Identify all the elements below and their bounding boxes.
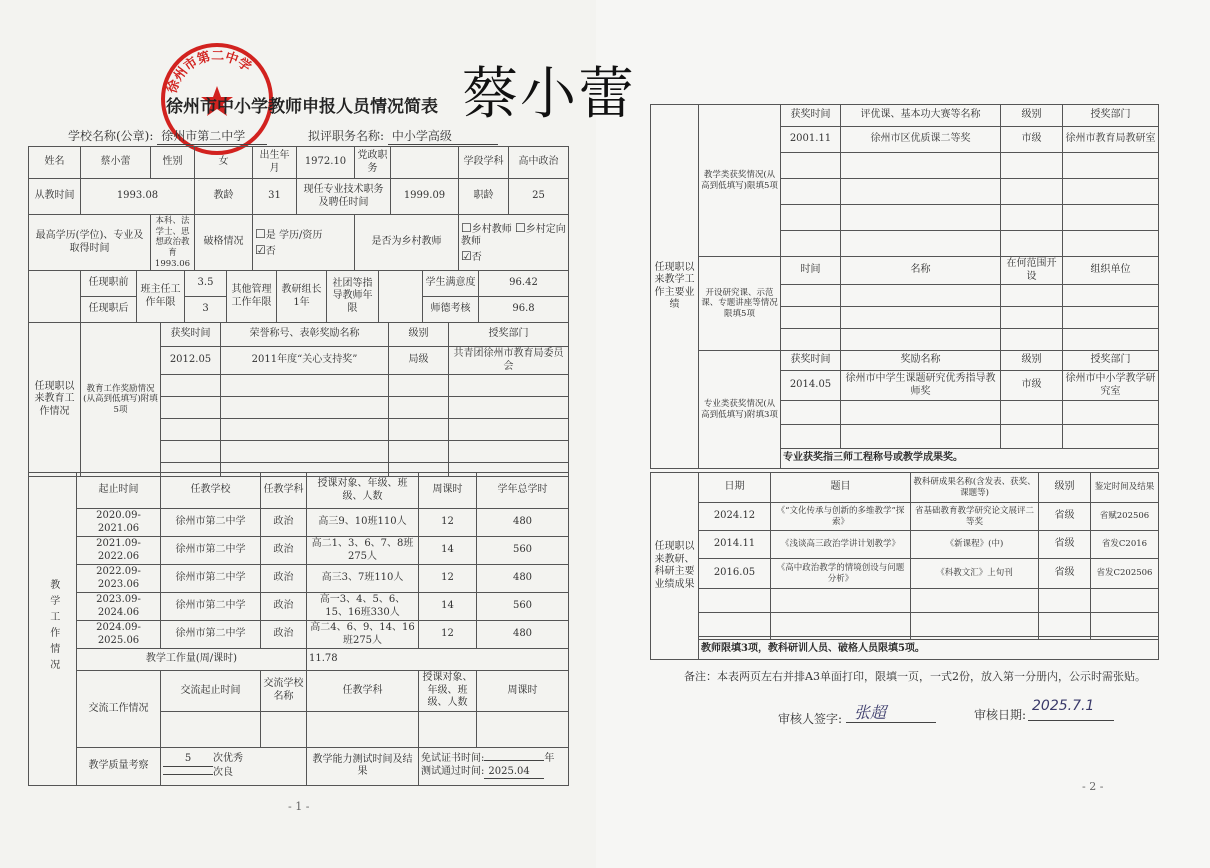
award-sub-label: 教学类获奖情况(从高到低填写)限填5项 xyxy=(699,105,781,257)
rural-options xyxy=(459,215,569,271)
school: 徐州市第二中学 xyxy=(161,621,261,649)
school-field xyxy=(68,127,267,145)
table-row xyxy=(651,559,1159,589)
sex-label: 性别 xyxy=(151,147,195,179)
quality-label: 教学质量考察 xyxy=(77,747,161,785)
exchange-label: 交流工作情况 xyxy=(77,671,161,748)
award-name-header: 评优课、基本功大赛等名称 xyxy=(841,105,1001,127)
name-label: 姓名 xyxy=(29,147,81,179)
ability-test-label: 教学能力测试时间及结果 xyxy=(307,747,419,785)
table-row xyxy=(651,589,1159,613)
workload-label: 教学工作量(周/课时) xyxy=(77,649,307,671)
after-label: 任现职后 xyxy=(81,297,137,323)
research-note: 教师限填3项，教科研训人员、破格人员限填5项。 xyxy=(699,640,1159,660)
weekly: 12 xyxy=(419,509,477,537)
exception-note: 学历/资历 xyxy=(278,230,323,242)
honor-name: 2011年度“关心支持奖” xyxy=(221,347,389,375)
quality-excellent: 次优秀 xyxy=(213,753,243,764)
honor-level-header: 级别 xyxy=(389,323,449,347)
total: 560 xyxy=(477,593,569,621)
honor-time: 2012.05 xyxy=(161,347,221,375)
school: 徐州市第二中学 xyxy=(161,565,261,593)
school-label: 学校名称(公章): xyxy=(68,129,154,143)
tenure-value: 25 xyxy=(509,179,569,215)
exchange-period-header: 交流起止时间 xyxy=(161,671,261,712)
weekly: 14 xyxy=(419,593,477,621)
teaching-achievement-table xyxy=(650,104,1159,469)
total: 480 xyxy=(477,509,569,537)
exam-result xyxy=(419,747,569,785)
research-time: 省发C2016 xyxy=(1091,531,1159,559)
research-name: 省基础教育教学研究论文展评二等奖 xyxy=(911,503,1039,531)
open-class-sub-label: 开设研究课、示范课、专题讲座等情况限填5项 xyxy=(699,257,781,351)
open-name-header: 名称 xyxy=(841,257,1001,285)
checkbox-empty-icon: ☐ xyxy=(255,227,266,242)
subject: 政治 xyxy=(261,537,307,565)
research-topic-header: 题目 xyxy=(771,473,911,503)
total: 560 xyxy=(477,537,569,565)
pro-name: 徐州市中学生课题研究优秀指导教师奖 xyxy=(841,371,1001,401)
reviewer-field xyxy=(778,710,842,727)
target: 高三3、7班110人 xyxy=(307,565,419,593)
honor-dept: 共青团徐州市教育局委员会 xyxy=(449,347,569,375)
pass-value: 2025.04 xyxy=(484,766,544,780)
ethics-value: 96.8 xyxy=(479,297,569,323)
school-value: 徐州市第二中学 xyxy=(157,127,267,145)
review-date-value: 2025.7.1 xyxy=(1032,698,1095,714)
research-level: 省级 xyxy=(1039,559,1091,589)
right-page xyxy=(596,0,1210,868)
start-label: 从教时间 xyxy=(29,179,81,215)
checkbox-checked-icon: ☑ xyxy=(461,248,472,263)
rural-label: 是否为乡村教师 xyxy=(355,215,459,271)
award-level-header: 级别 xyxy=(1001,105,1063,127)
exception-options xyxy=(253,215,355,271)
before-label: 任现职前 xyxy=(81,271,137,297)
period: 2021.09-2022.06 xyxy=(77,537,161,565)
sex-value: 女 xyxy=(195,147,253,179)
school: 徐州市第二中学 xyxy=(161,537,261,565)
birth-value: 1972.10 xyxy=(297,147,355,179)
birth-label: 出生年月 xyxy=(253,147,297,179)
checkbox-checked-icon: ☑ xyxy=(255,242,266,257)
exempt-label: 免试证书时间: xyxy=(421,753,485,764)
post-label: 拟评职务名称: xyxy=(308,129,385,143)
teaching-table xyxy=(28,472,569,786)
exchange-subject-header: 任教学科 xyxy=(307,671,419,712)
years-blank xyxy=(29,271,81,323)
education-label: 最高学历(学位)、专业及取得时间 xyxy=(29,215,151,271)
table-row xyxy=(29,621,569,649)
rural-no: 否 xyxy=(471,251,482,263)
years-table xyxy=(28,270,569,323)
head-before-value: 3.5 xyxy=(185,271,227,297)
exchange-school-header: 交流学校名称 xyxy=(261,671,307,712)
signature-line xyxy=(846,722,936,723)
target: 高一3、4、5、6、15、16班330人 xyxy=(307,593,419,621)
table-row xyxy=(29,565,569,593)
mgmt-label: 其他管理工作年限 xyxy=(227,271,277,323)
award-time-header: 获奖时间 xyxy=(781,105,841,127)
research-topic: 《浅谈高三政治学讲计划教学》 xyxy=(771,531,911,559)
research-date: 2024.12 xyxy=(699,503,771,531)
research-date: 2014.11 xyxy=(699,531,771,559)
honor-dept-header: 授奖部门 xyxy=(449,323,569,347)
subject-header: 任教学科 xyxy=(261,473,307,509)
satisfaction-value: 96.42 xyxy=(479,271,569,297)
exception-yes: 是 xyxy=(265,230,276,242)
research-topic: 《高中政治教学的情境创设与问题分析》 xyxy=(771,559,911,589)
rural-option-b: 乡村定向教师 xyxy=(461,223,566,248)
honor-section-label: 任现职以来教育工作情况 xyxy=(29,323,81,477)
award-dept-header: 授奖部门 xyxy=(1063,105,1159,127)
subject: 政治 xyxy=(261,593,307,621)
subject-label: 学段学科 xyxy=(459,147,509,179)
award-time: 2001.11 xyxy=(781,127,841,153)
school-header: 任教学校 xyxy=(161,473,261,509)
post-value: 中小学高级 xyxy=(388,127,498,145)
teaching-section-label: 教学工作情况 xyxy=(29,473,77,786)
head-teacher-label: 班主任工作年限 xyxy=(137,271,185,323)
teach-age-value: 31 xyxy=(253,179,297,215)
pro-name-header: 奖励名称 xyxy=(841,351,1001,371)
reviewer-label: 审核人签字: xyxy=(778,712,843,726)
table-row xyxy=(29,537,569,565)
period: 2020.09-2021.06 xyxy=(77,509,161,537)
svg-text:徐州市第二中学: 徐州市第二中学 xyxy=(164,48,254,96)
section2-label: 任现职以来教研、科研主要业绩成果 xyxy=(651,473,699,660)
teach-age-label: 教龄 xyxy=(195,179,253,215)
group-leader-value: 教研组长1年 xyxy=(277,271,327,323)
pro-award-sub-label: 专业类获奖情况(从高到低填写)附填3项 xyxy=(699,351,781,469)
research-time-header: 鉴定时间及结果 xyxy=(1091,473,1159,503)
quality-good: 次良 xyxy=(213,766,233,778)
rural-option-a: 乡村教师 xyxy=(471,223,512,235)
honor-time-header: 获奖时间 xyxy=(161,323,221,347)
current-post-value: 1999.09 xyxy=(391,179,459,215)
review-date-field xyxy=(974,706,1026,723)
total: 480 xyxy=(477,621,569,649)
award-level: 市级 xyxy=(1001,127,1063,153)
honor-name-header: 荣誉称号、表彰奖励名称 xyxy=(221,323,389,347)
club-label: 社团等指导教师年限 xyxy=(327,271,379,323)
current-post-label: 现任专业技术职务及聘任时间 xyxy=(297,179,391,215)
weekly: 14 xyxy=(419,537,477,565)
research-name: 《新课程》(中) xyxy=(911,531,1039,559)
quality-count: 5 xyxy=(163,753,213,767)
review-date-label: 审核日期: xyxy=(974,708,1027,722)
research-level: 省级 xyxy=(1039,503,1091,531)
exchange-target-header: 授课对象、年级、班级、人数 xyxy=(419,671,477,712)
table-row xyxy=(651,503,1159,531)
weekly: 12 xyxy=(419,565,477,593)
research-date-header: 日期 xyxy=(699,473,771,503)
award-name: 徐州市区优质课二等奖 xyxy=(841,127,1001,153)
page-number: - 2 - xyxy=(1082,780,1104,793)
checkbox-empty-icon: ☐ xyxy=(461,220,472,235)
overlay-name: 蔡小蕾 xyxy=(462,62,636,127)
pro-dept: 徐州市中小学教学研究室 xyxy=(1063,371,1159,401)
pro-level-header: 级别 xyxy=(1001,351,1063,371)
checkbox-empty-icon: ☐ xyxy=(514,220,526,235)
table-row xyxy=(651,613,1159,637)
award-dept: 徐州市教育局教研室 xyxy=(1063,127,1159,153)
subject: 政治 xyxy=(261,565,307,593)
subject: 政治 xyxy=(261,509,307,537)
head-after-value: 3 xyxy=(185,297,227,323)
honor-sub-label: 教育工作奖励情况(从高到低填写)附填5项 xyxy=(81,323,161,477)
research-name: 《科教文汇》上旬刊 xyxy=(911,559,1039,589)
pro-level: 市级 xyxy=(1001,371,1063,401)
reviewer-signature: 张超 xyxy=(854,703,887,722)
ethics-label: 师德考核 xyxy=(423,297,479,323)
period: 2022.09-2023.06 xyxy=(77,565,161,593)
research-level: 省级 xyxy=(1039,531,1091,559)
workload-value: 11.78 xyxy=(307,649,569,671)
target: 高三9、10班110人 xyxy=(307,509,419,537)
start-value: 1993.08 xyxy=(81,179,195,215)
research-name-header: 教科研成果名称(含发表、获奖、课题等) xyxy=(911,473,1039,503)
party-value xyxy=(391,147,459,179)
research-level-header: 级别 xyxy=(1039,473,1091,503)
tenure-label: 职龄 xyxy=(459,179,509,215)
research-table xyxy=(650,472,1159,660)
page-number: - 1 - xyxy=(288,800,310,813)
target: 高二4、6、9、14、16班275人 xyxy=(307,621,419,649)
section1-label: 任现职以来教学工作主要业绩 xyxy=(651,105,699,469)
table-row xyxy=(651,531,1159,559)
exception-no: 否 xyxy=(265,245,276,257)
period: 2023.09-2024.06 xyxy=(77,593,161,621)
school: 徐州市第二中学 xyxy=(161,593,261,621)
quality-result xyxy=(161,747,307,785)
research-topic: 《“文化传承与创新的多维教学”探索》 xyxy=(771,503,911,531)
weekly: 12 xyxy=(419,621,477,649)
honor-level: 局级 xyxy=(389,347,449,375)
exempt-unit: 年 xyxy=(544,753,555,764)
exchange-weekly-header: 周课时 xyxy=(477,671,569,712)
name-value: 蔡小蕾 xyxy=(81,147,151,179)
open-scope-header: 在何范围开设 xyxy=(1001,257,1063,285)
pro-time: 2014.05 xyxy=(781,371,841,401)
basic-info-table xyxy=(28,146,569,271)
honor-table xyxy=(28,322,569,477)
open-org-header: 组织单位 xyxy=(1063,257,1159,285)
pass-label: 测试通过时间: xyxy=(421,765,485,777)
form-title: 徐州市中小学教师申报人员情况简表 xyxy=(166,97,438,117)
open-time-header: 时间 xyxy=(781,257,841,285)
pro-note: 专业获奖指三师工程称号或教学成果奖。 xyxy=(781,449,1159,469)
period-header: 起止时间 xyxy=(77,473,161,509)
party-label: 党政职务 xyxy=(355,147,391,179)
research-time: 省发C202506 xyxy=(1091,559,1159,589)
research-date: 2016.05 xyxy=(699,559,771,589)
pro-time-header: 获奖时间 xyxy=(781,351,841,371)
remark-text: 备注：本表两页左右并排A3单面打印，限填一页，一式2份，放入第一分册内，公示时需张贴。 xyxy=(684,670,1146,683)
date-line xyxy=(1028,720,1114,721)
satisfaction-label: 学生满意度 xyxy=(423,271,479,297)
total-header: 学年总学时 xyxy=(477,473,569,509)
target-header: 授课对象、年级、班级、人数 xyxy=(307,473,419,509)
exception-label: 破格情况 xyxy=(195,215,253,271)
subject: 政治 xyxy=(261,621,307,649)
weekly-header: 周课时 xyxy=(419,473,477,509)
pro-dept-header: 授奖部门 xyxy=(1063,351,1159,371)
table-row xyxy=(29,593,569,621)
research-time: 省赋202506 xyxy=(1091,503,1159,531)
school: 徐州市第二中学 xyxy=(161,509,261,537)
target: 高二1、3、6、7、8班275人 xyxy=(307,537,419,565)
table-row xyxy=(29,509,569,537)
subject-value: 高中政治 xyxy=(509,147,569,179)
period: 2024.09-2025.06 xyxy=(77,621,161,649)
education-value: 本科、法学士、思想政治教育1993.06 xyxy=(151,215,195,271)
club-value xyxy=(379,271,423,323)
total: 480 xyxy=(477,565,569,593)
